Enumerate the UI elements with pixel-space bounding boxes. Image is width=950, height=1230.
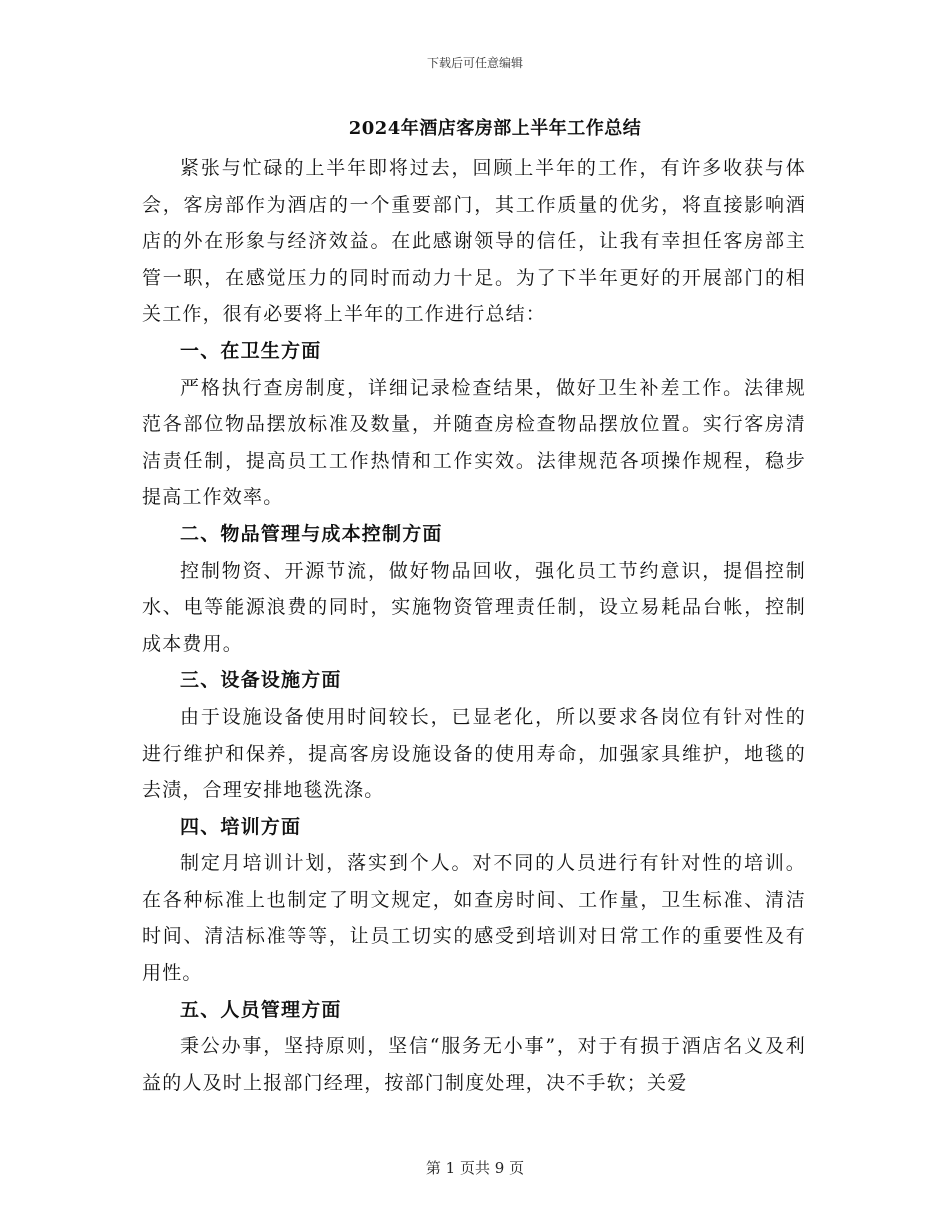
header-note: 下载后可任意编辑 <box>426 56 523 70</box>
section-heading-facilities: 三、设备设施方面 <box>180 669 342 692</box>
section-body-cost-control: 控制物资、开源节流，做好物品回收，强化员工节约意识，提倡控制水、电等能源浪费的同时，实施物资管理责任制，设立易耗品台帐，控制成本费用。 <box>142 559 806 655</box>
intro-paragraph: 紧张与忙碌的上半年即将过去，回顾上半年的工作，有许多收获与体会，客房部作为酒店的一个重要部门，其工作质量的优劣，将直接影响酒店的外在形象与经济效益。在此感谢领导的信任，让我有幸担任客房部主管一职，在感觉压力的同时而动力十足。为了下半年更好的开展部门的相关工作，很有必要将上半年的工作进行总结： <box>142 157 806 326</box>
section-heading-training: 四、培训方面 <box>180 815 302 838</box>
section-body-training: 制定月培训计划，落实到个人。对不同的人员进行有针对性的培训。在各种标准上也制定了明文规定，如查房时间、工作量，卫生标准、清洁时间、清洁标准等等，让员工切实的感受到培训对日常工作的重要性及有用性。 <box>142 852 806 985</box>
page-indicator: 第 1 页共 9 页 <box>425 1159 525 1177</box>
section-body-personnel: 秉公办事，坚持原则，坚信“服务无小事”，对于有损于酒店名义及利益的人及时上报部门经理，按部门制度处理，决不手软；关爱 <box>142 1035 806 1094</box>
section-heading-personnel: 五、人员管理方面 <box>180 998 342 1021</box>
section-body-hygiene: 严格执行查房制度，详细记录检查结果，做好卫生补差工作。法律规范各部位物品摆放标准及数量，并随查房检查物品摆放位置。实行客房清洁责任制，提高员工工作热情和工作实效。法律规范各项操作规程，稳步提高工作效率。 <box>142 376 806 509</box>
document-body <box>142 150 806 1101</box>
document-title: 2024年酒店客房部上半年工作总结 <box>348 118 642 139</box>
section-heading-cost-control: 二、物品管理与成本控制方面 <box>180 522 443 545</box>
section-body-facilities: 由于设施设备使用时间较长，已显老化，所以要求各岗位有针对性的进行维护和保养，提高客房设施设备的使用寿命，加强家具维护，地毯的去渍，合理安排地毯洗涤。 <box>142 705 806 802</box>
section-heading-hygiene: 一、在卫生方面 <box>180 339 322 362</box>
